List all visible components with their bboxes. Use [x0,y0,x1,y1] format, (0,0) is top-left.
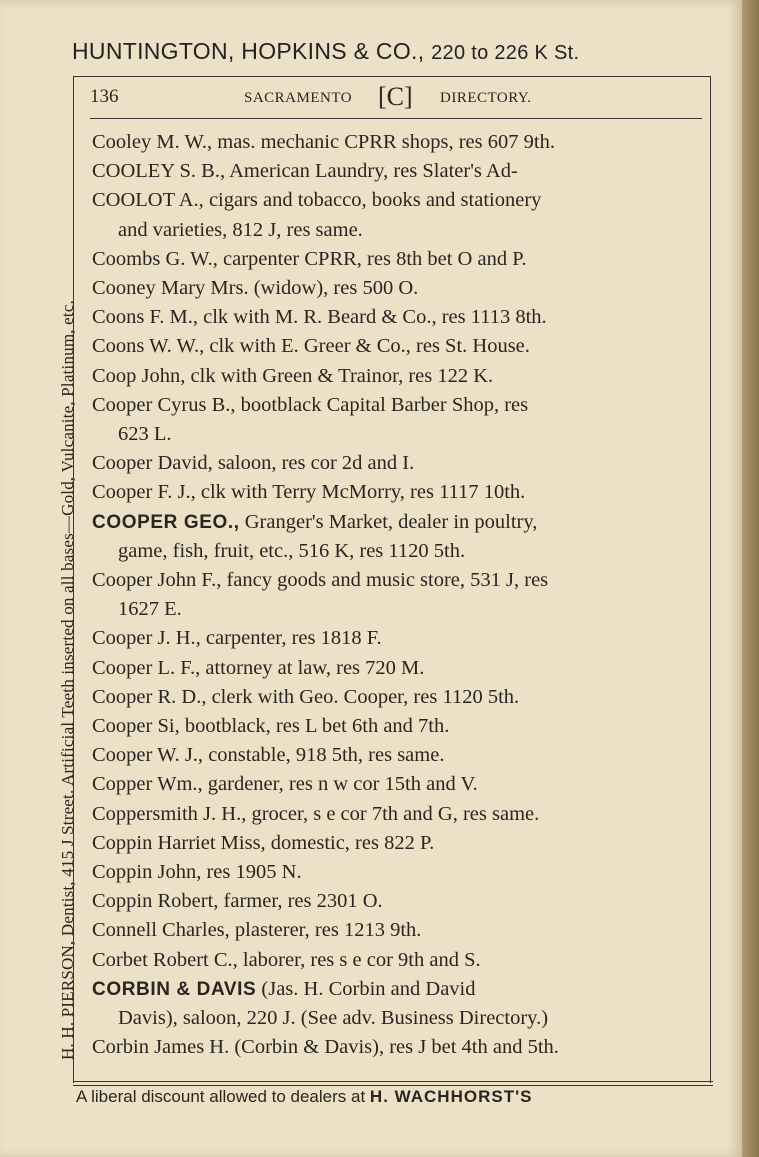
entry-first-line [92,683,702,712]
directory-entry [92,712,702,741]
entry-details: constable, 918 5th, res same. [203,744,445,767]
entry-first-line [92,887,702,916]
entry-details: fancy goods and music store, 531 J, res [221,569,549,592]
side-advert: H. H. PIERSON, Dentist, 415 J Street. Artificial Teeth inserted on all bases—Gold, Vulcanite, Platinum, etc. [58,299,77,1060]
directory-entry [92,128,702,157]
entry-name: Cooper J. H., [92,627,201,650]
running-head [90,82,690,116]
entry-name: COOLEY S. B., [92,160,226,183]
directory-entry [92,186,702,244]
directory-entry [92,508,702,566]
directory-entry [92,332,702,361]
entry-name: Cooper F. J., [92,481,196,504]
entry-details: domestic, res 822 P. [265,831,435,854]
running-head-directory: DIRECTORY. [440,90,532,106]
directory-entry [92,858,702,887]
page-number: 136 [90,86,119,107]
advert-firm-name: HUNTINGTON, HOPKINS & CO., [72,38,425,64]
entry-name: Cooney Mary Mrs. [92,277,249,300]
entry-continuation: 1627 E. [118,598,182,621]
directory-entry [92,800,702,829]
entry-first-line [92,654,702,683]
entry-details: Granger's Market, dealer in poultry, [239,510,538,533]
directory-entry [92,741,702,770]
entry-details: bootblack Capital Barber Shop, res [235,393,529,416]
entry-first-line [92,157,702,186]
entry-continuation: Davis), saloon, 220 J. (See adv. Business Directory.) [118,1007,549,1030]
directory-entry [92,566,702,624]
directory-entry [92,946,702,975]
entry-details: mas. mechanic CPRR shops, res 607 9th. [212,131,555,153]
entry-first-line [92,916,702,945]
entry-continuation: 623 L. [118,423,172,446]
entry-name: COOLOT A., [92,189,204,212]
entry-first-line [92,245,702,274]
entry-first-line [92,1033,702,1062]
entry-first-line [92,770,702,799]
entry-first-line [92,741,702,770]
entry-first-line [92,391,702,420]
entry-name: Corbet Robert C., [92,948,238,971]
entry-first-line [92,186,702,215]
entry-name: Corbin James H. [92,1036,230,1059]
entry-name: Cooper R. D., [92,685,207,708]
entry-details: farmer, res 2301 O. [218,890,383,913]
directory-entry [92,449,702,478]
entry-name: Copper Wm., [92,773,203,796]
directory-entry [92,829,702,858]
entry-first-line [92,303,702,332]
entry-details: gardener, res n w cor 15th and V. [202,773,478,796]
entry-name: Coppin Robert, [92,890,219,913]
entry-details: res 1905 N. [201,861,302,884]
entry-first-line [92,128,702,157]
entry-first-line [92,975,702,1004]
entry-name: Cooper David, [92,452,213,475]
entry-name: Coppin Harriet Miss, [92,831,266,854]
directory-entry [92,624,702,653]
frame-bottom-rule [73,1081,713,1082]
entry-name: Coop John, [92,364,186,387]
entry-name: COOPER GEO., [92,511,240,533]
directory-entries [92,128,702,1063]
header-rule [90,118,702,119]
directory-entry [92,157,702,186]
entry-details: clk with Green & Trainor, res 122 K. [185,364,494,387]
entry-name: Connell Charles, [92,919,230,942]
footer-brand: H. WACHHORST'S [369,1087,533,1106]
running-head-letter: [C] [378,82,413,111]
entry-first-line [92,449,702,478]
entry-details: carpenter, res 1818 F. [200,627,382,650]
directory-entry [92,362,702,391]
entry-name: CORBIN & DAVIS [92,978,257,1000]
entry-details: saloon, res cor 2d and I. [212,452,415,475]
entry-details: cigars and tobacco, books and stationery [203,189,542,212]
entry-name: Coons F. M., [92,306,199,329]
directory-entry [92,916,702,945]
frame-bottom-rule-inner [73,1085,713,1086]
entry-details: bootblack, res L bet 6th and 7th. [179,715,450,738]
entry-first-line [92,712,702,741]
book-spine [742,0,759,1157]
entry-first-line [92,274,702,303]
entry-first-line [92,566,702,595]
entry-details: clk with Terry McMorry, res 1117 10th. [195,481,526,504]
directory-entry [92,683,702,712]
entry-first-line [92,829,702,858]
top-advert-header [72,38,712,65]
entry-details: carpenter CPRR, res 8th bet O and P. [217,247,527,270]
entry-first-line [92,478,702,507]
entry-details: (widow), res 500 O. [248,277,419,300]
directory-entry [92,478,702,507]
footer-text: A liberal discount allowed to dealers at [76,1087,366,1106]
entry-name: Cooper Si, [92,715,180,738]
entry-continuation: game, fish, fruit, etc., 516 K, res 1120 5th. [118,539,466,562]
entry-details: grocer, s e cor 7th and G, res same. [246,802,540,825]
entry-name: Coons W. W., [92,335,205,358]
directory-entry [92,391,702,449]
directory-entry [92,887,702,916]
entry-name: Cooper L. F., [92,656,201,679]
entry-details: clk with E. Greer & Co., res St. House. [204,335,530,358]
directory-entry [92,245,702,274]
entry-name: Cooper John F., [92,569,222,592]
entry-first-line [92,946,702,975]
entry-details: attorney at law, res 720 M. [200,656,425,679]
directory-entry [92,975,702,1033]
entry-details: clk with M. R. Beard & Co., res 1113 8th. [198,306,547,329]
footer-advert [76,1087,726,1107]
entry-details: clerk with Geo. Cooper, res 1120 5th. [206,685,520,708]
entry-first-line [92,508,702,537]
entry-details: (Jas. H. Corbin and David [256,977,476,1000]
directory-entry [92,770,702,799]
running-head-city: SACRAMENTO [244,90,353,106]
directory-entry [92,274,702,303]
directory-entry [92,1033,702,1062]
entry-first-line [92,624,702,653]
entry-name: Cooper W. J., [92,744,204,767]
advert-address: 220 to 226 K St. [431,42,580,64]
entry-continuation: and varieties, 812 J, res same. [118,218,363,241]
entry-details: plasterer, res 1213 9th. [229,919,422,942]
entry-first-line [92,800,702,829]
entry-name: Cooper Cyrus B., [92,393,236,416]
entry-first-line [92,858,702,887]
entry-name: Coombs G. W., [92,247,218,270]
entry-first-line [92,332,702,361]
entry-name: Coppersmith J. H., [92,802,247,825]
entry-details: American Laundry, res Slater's Ad- [225,160,518,183]
directory-entry [92,303,702,332]
entry-first-line [92,362,702,391]
entry-name: Cooley M. W., [92,131,213,153]
entry-details: (Corbin & Davis), res J bet 4th and 5th. [229,1036,559,1059]
entry-name: Coppin John, [92,861,202,884]
entry-details: laborer, res s e cor 9th and S. [237,948,481,971]
directory-entry [92,654,702,683]
